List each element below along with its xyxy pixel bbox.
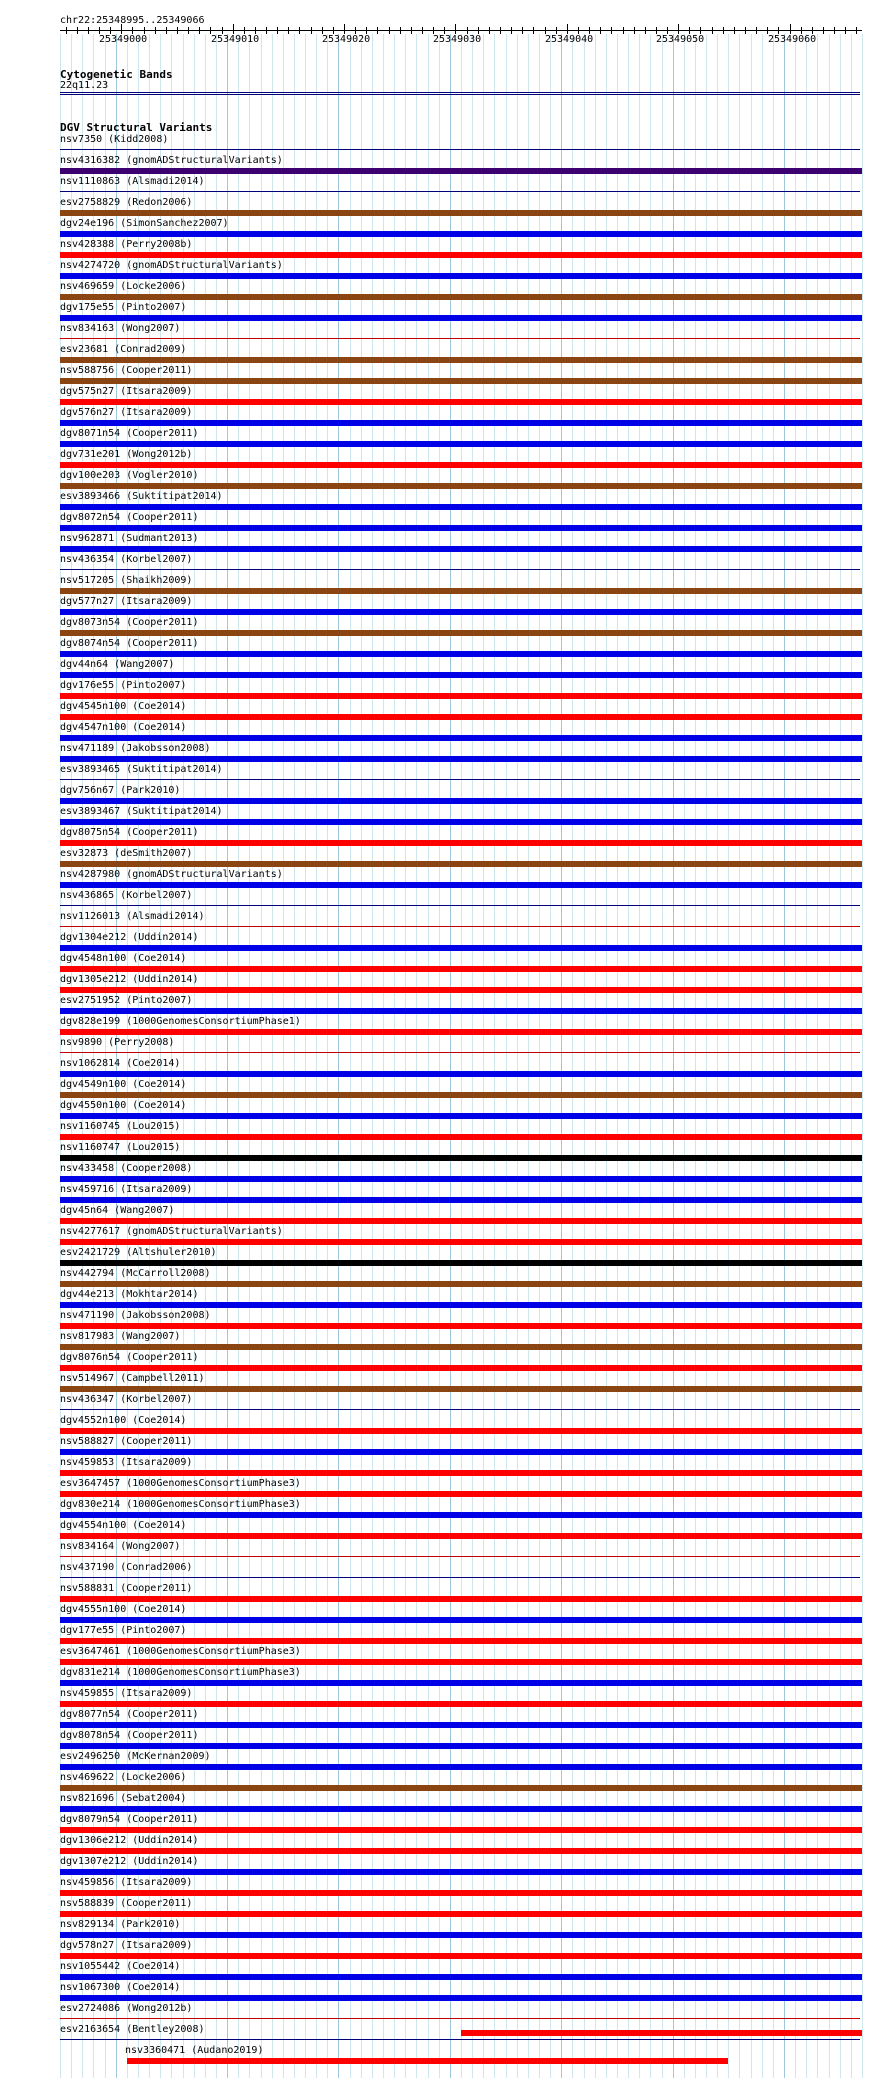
variant-bar[interactable] bbox=[60, 1239, 862, 1245]
variant-label[interactable]: nsv436865 (Korbel2007) bbox=[60, 890, 193, 901]
variant-bar[interactable] bbox=[127, 2058, 728, 2064]
variant-bar[interactable] bbox=[60, 525, 862, 531]
variant-bar[interactable] bbox=[60, 462, 862, 468]
variant-label[interactable]: nsv459856 (Itsara2009) bbox=[60, 1877, 193, 1888]
variant-label[interactable]: dgv8078n54 (Cooper2011) bbox=[60, 1730, 199, 1741]
variant-bar[interactable] bbox=[60, 1932, 862, 1938]
variant-bar[interactable] bbox=[60, 1827, 862, 1833]
variant-bar[interactable] bbox=[60, 798, 862, 804]
ruler-tick-label: 25349000 bbox=[99, 34, 148, 45]
variant-label[interactable]: dgv8074n54 (Cooper2011) bbox=[60, 638, 199, 649]
variant-bar[interactable] bbox=[60, 483, 862, 489]
variant-bar[interactable] bbox=[60, 945, 862, 951]
variant-label[interactable]: nsv7350 (Kidd2008) bbox=[60, 134, 169, 145]
variant-bar[interactable] bbox=[60, 315, 862, 321]
variant-label[interactable]: nsv517205 (Shaikh2009) bbox=[60, 575, 193, 586]
variant-label[interactable]: dgv4550n100 (Coe2014) bbox=[60, 1100, 187, 1111]
variant-label[interactable]: dgv4545n100 (Coe2014) bbox=[60, 701, 187, 712]
variant-bar[interactable] bbox=[60, 231, 862, 237]
variant-label[interactable]: dgv176e55 (Pinto2007) bbox=[60, 680, 187, 691]
variant-label[interactable]: nsv1126013 (Alsmadi2014) bbox=[60, 911, 205, 922]
variant-bar[interactable] bbox=[60, 588, 862, 594]
variant-bar[interactable] bbox=[60, 1008, 862, 1014]
variant-bar[interactable] bbox=[60, 1806, 862, 1812]
variant-bar[interactable] bbox=[60, 1071, 862, 1077]
variant-bar[interactable] bbox=[60, 609, 862, 615]
variant-label[interactable]: nsv1055442 (Coe2014) bbox=[60, 1961, 181, 1972]
variant-label[interactable]: dgv1304e212 (Uddin2014) bbox=[60, 932, 199, 943]
variant-label[interactable]: nsv4316382 (gnomADStructuralVariants) bbox=[60, 155, 283, 166]
variant-bar[interactable] bbox=[60, 1890, 862, 1896]
variant-label[interactable]: nsv588827 (Cooper2011) bbox=[60, 1436, 193, 1447]
variant-bar[interactable] bbox=[60, 672, 862, 678]
variant-bar[interactable] bbox=[60, 1113, 862, 1119]
variant-bar[interactable] bbox=[60, 1197, 862, 1203]
variant-label[interactable]: esv2751952 (Pinto2007) bbox=[60, 995, 193, 1006]
variant-bar[interactable] bbox=[60, 1386, 862, 1392]
variant-label[interactable]: nsv436347 (Korbel2007) bbox=[60, 1394, 193, 1405]
variant-bar[interactable] bbox=[60, 1470, 862, 1476]
variant-bar[interactable] bbox=[60, 735, 862, 741]
variant-label[interactable]: esv2724086 (Wong2012b) bbox=[60, 2003, 193, 2014]
variant-bar[interactable] bbox=[60, 1302, 862, 1308]
variant-label[interactable]: nsv437190 (Conrad2006) bbox=[60, 1562, 193, 1573]
variant-label[interactable]: nsv4287980 (gnomADStructuralVariants) bbox=[60, 869, 283, 880]
variant-label[interactable]: nsv433458 (Cooper2008) bbox=[60, 1163, 193, 1174]
variant-label[interactable]: dgv8072n54 (Cooper2011) bbox=[60, 512, 199, 523]
variant-line bbox=[60, 191, 860, 192]
ruler-tick-label: 25349050 bbox=[656, 34, 705, 45]
variant-label[interactable]: nsv469659 (Locke2006) bbox=[60, 281, 187, 292]
variant-label[interactable]: dgv175e55 (Pinto2007) bbox=[60, 302, 187, 313]
variant-label[interactable]: nsv469622 (Locke2006) bbox=[60, 1772, 187, 1783]
variant-label[interactable]: nsv436354 (Korbel2007) bbox=[60, 554, 193, 565]
variant-label[interactable]: nsv428388 (Perry2008b) bbox=[60, 239, 193, 250]
variant-label[interactable]: nsv817983 (Wang2007) bbox=[60, 1331, 181, 1342]
variant-bar[interactable] bbox=[60, 1953, 862, 1959]
ruler-tick-label: 25349030 bbox=[433, 34, 482, 45]
variant-label[interactable]: esv23681 (Conrad2009) bbox=[60, 344, 187, 355]
variant-label[interactable]: nsv442794 (McCarroll2008) bbox=[60, 1268, 211, 1279]
variant-bar[interactable] bbox=[60, 630, 862, 636]
variant-label[interactable]: esv3893465 (Suktitipat2014) bbox=[60, 764, 223, 775]
variant-label[interactable]: nsv834164 (Wong2007) bbox=[60, 1541, 181, 1552]
variant-label[interactable]: nsv588839 (Cooper2011) bbox=[60, 1898, 193, 1909]
variant-label[interactable]: nsv4277617 (gnomADStructuralVariants) bbox=[60, 1226, 283, 1237]
variant-label[interactable]: dgv1306e212 (Uddin2014) bbox=[60, 1835, 199, 1846]
variant-bar[interactable] bbox=[60, 1176, 862, 1182]
variant-bar[interactable] bbox=[60, 1491, 862, 1497]
variant-label[interactable]: dgv4549n100 (Coe2014) bbox=[60, 1079, 187, 1090]
variant-bar[interactable] bbox=[60, 861, 862, 867]
variant-label[interactable]: nsv834163 (Wong2007) bbox=[60, 323, 181, 334]
variant-label[interactable]: esv2496250 (McKernan2009) bbox=[60, 1751, 211, 1762]
ruler-tick-label: 25349010 bbox=[211, 34, 260, 45]
variant-label[interactable]: dgv575n27 (Itsara2009) bbox=[60, 386, 193, 397]
variant-bar[interactable] bbox=[60, 1365, 862, 1371]
variant-label[interactable]: dgv4554n100 (Coe2014) bbox=[60, 1520, 187, 1531]
variant-bar[interactable] bbox=[60, 1869, 862, 1875]
variant-bar[interactable] bbox=[60, 273, 862, 279]
variant-line bbox=[60, 1409, 860, 1410]
variant-bar[interactable] bbox=[60, 1743, 862, 1749]
variant-bar[interactable] bbox=[60, 1449, 862, 1455]
variant-label[interactable]: dgv4552n100 (Coe2014) bbox=[60, 1415, 187, 1426]
variant-label[interactable]: dgv8079n54 (Cooper2011) bbox=[60, 1814, 199, 1825]
variant-bar[interactable] bbox=[60, 1785, 862, 1791]
variant-bar[interactable] bbox=[60, 294, 862, 300]
variant-bar[interactable] bbox=[60, 1512, 862, 1518]
variant-label[interactable]: dgv44e213 (Mokhtar2014) bbox=[60, 1289, 199, 1300]
variant-label[interactable]: nsv1062814 (Coe2014) bbox=[60, 1058, 181, 1069]
variant-label[interactable]: dgv8077n54 (Cooper2011) bbox=[60, 1709, 199, 1720]
variant-bar[interactable] bbox=[60, 504, 862, 510]
variant-bar[interactable] bbox=[60, 1029, 862, 1035]
variant-label[interactable]: dgv4555n100 (Coe2014) bbox=[60, 1604, 187, 1615]
variant-label[interactable]: nsv1067300 (Coe2014) bbox=[60, 1982, 181, 1993]
variant-label[interactable]: dgv44n64 (Wang2007) bbox=[60, 659, 175, 670]
variant-line bbox=[60, 2018, 860, 2019]
variant-bar[interactable] bbox=[60, 693, 862, 699]
variant-label[interactable]: nsv514967 (Campbell2011) bbox=[60, 1373, 205, 1384]
variant-bar[interactable] bbox=[60, 756, 862, 762]
variant-bar[interactable] bbox=[60, 987, 862, 993]
variant-label[interactable]: esv3893466 (Suktitipat2014) bbox=[60, 491, 223, 502]
variant-label[interactable]: dgv8076n54 (Cooper2011) bbox=[60, 1352, 199, 1363]
variant-bar[interactable] bbox=[60, 1134, 862, 1140]
variant-label[interactable]: nsv1160745 (Lou2015) bbox=[60, 1121, 181, 1132]
variant-label[interactable]: dgv24e196 (SimonSanchez2007) bbox=[60, 218, 229, 229]
variant-bar[interactable] bbox=[60, 1701, 862, 1707]
variant-label[interactable]: nsv459855 (Itsara2009) bbox=[60, 1688, 193, 1699]
variant-label[interactable]: dgv831e214 (1000GenomesConsortiumPhase3) bbox=[60, 1667, 301, 1678]
variant-bar[interactable] bbox=[60, 1533, 862, 1539]
cytoband-divider bbox=[60, 92, 860, 93]
variant-label[interactable]: dgv100e203 (Vogler2010) bbox=[60, 470, 199, 481]
variant-bar[interactable] bbox=[60, 1260, 862, 1266]
variant-label[interactable]: nsv459853 (Itsara2009) bbox=[60, 1457, 193, 1468]
variant-label[interactable]: dgv8075n54 (Cooper2011) bbox=[60, 827, 199, 838]
variant-label[interactable]: dgv830e214 (1000GenomesConsortiumPhase3) bbox=[60, 1499, 301, 1510]
ruler-tick-label: 25349020 bbox=[322, 34, 371, 45]
variant-bar[interactable] bbox=[60, 1218, 862, 1224]
variant-label[interactable]: dgv731e201 (Wong2012b) bbox=[60, 449, 193, 460]
variant-bar[interactable] bbox=[60, 546, 862, 552]
variant-bar[interactable] bbox=[60, 1596, 862, 1602]
variant-bar[interactable] bbox=[60, 1680, 862, 1686]
variant-bar[interactable] bbox=[60, 1323, 862, 1329]
variant-line bbox=[60, 1556, 860, 1557]
ruler-tick-label: 25349040 bbox=[545, 34, 594, 45]
variant-label[interactable]: esv3647461 (1000GenomesConsortiumPhase3) bbox=[60, 1646, 301, 1657]
variant-bar[interactable] bbox=[60, 966, 862, 972]
variant-bar[interactable] bbox=[60, 1764, 862, 1770]
variant-label[interactable]: nsv1160747 (Lou2015) bbox=[60, 1142, 181, 1153]
variant-bar[interactable] bbox=[60, 1344, 862, 1350]
variant-bar[interactable] bbox=[60, 651, 862, 657]
variant-label[interactable]: dgv8071n54 (Cooper2011) bbox=[60, 428, 199, 439]
variant-label[interactable]: dgv756n67 (Park2010) bbox=[60, 785, 181, 796]
variant-label[interactable]: nsv471189 (Jakobsson2008) bbox=[60, 743, 211, 754]
variant-line bbox=[60, 2039, 860, 2040]
variant-label[interactable]: nsv4274720 (gnomADStructuralVariants) bbox=[60, 260, 283, 271]
variant-label[interactable]: dgv1307e212 (Uddin2014) bbox=[60, 1856, 199, 1867]
variant-label[interactable]: dgv4548n100 (Coe2014) bbox=[60, 953, 187, 964]
variant-bar[interactable] bbox=[60, 1638, 862, 1644]
variant-bar[interactable] bbox=[60, 168, 862, 174]
variant-label[interactable]: nsv588756 (Cooper2011) bbox=[60, 365, 193, 376]
variant-bar[interactable] bbox=[60, 357, 862, 363]
variant-label[interactable]: dgv45n64 (Wang2007) bbox=[60, 1205, 175, 1216]
variant-bar[interactable] bbox=[60, 1617, 862, 1623]
variant-bar[interactable] bbox=[60, 378, 862, 384]
variant-line bbox=[60, 926, 860, 927]
variant-bar[interactable] bbox=[60, 1659, 862, 1665]
variant-label[interactable]: dgv177e55 (Pinto2007) bbox=[60, 1625, 187, 1636]
variant-line bbox=[60, 1577, 860, 1578]
cytoband-label: 22q11.23 bbox=[60, 80, 109, 91]
location-label: chr22:25348995..25349066 bbox=[60, 15, 205, 26]
variant-label[interactable]: nsv588831 (Cooper2011) bbox=[60, 1583, 193, 1594]
variant-label[interactable]: nsv821696 (Sebat2004) bbox=[60, 1793, 187, 1804]
variant-line bbox=[60, 779, 860, 780]
variant-line bbox=[60, 569, 860, 570]
variant-label[interactable]: dgv578n27 (Itsara2009) bbox=[60, 1940, 193, 1951]
variant-label[interactable]: nsv9890 (Perry2008) bbox=[60, 1037, 175, 1048]
variant-label[interactable]: nsv459716 (Itsara2009) bbox=[60, 1184, 193, 1195]
variant-label[interactable]: dgv4547n100 (Coe2014) bbox=[60, 722, 187, 733]
variant-label[interactable]: dgv1305e212 (Uddin2014) bbox=[60, 974, 199, 985]
ruler-tick-label: 25349060 bbox=[768, 34, 817, 45]
variant-label[interactable]: dgv577n27 (Itsara2009) bbox=[60, 596, 193, 607]
variant-bar[interactable] bbox=[60, 1848, 862, 1854]
variant-bar[interactable] bbox=[60, 420, 862, 426]
variant-label[interactable]: esv32873 (deSmith2007) bbox=[60, 848, 193, 859]
variant-label[interactable]: esv2758829 (Redon2006) bbox=[60, 197, 193, 208]
variant-label[interactable]: nsv1110863 (Alsmadi2014) bbox=[60, 176, 205, 187]
variant-label[interactable]: nsv3360471 (Audano2019) bbox=[125, 2045, 264, 2056]
variant-bar[interactable] bbox=[60, 840, 862, 846]
variant-label[interactable]: dgv576n27 (Itsara2009) bbox=[60, 407, 193, 418]
variant-bar[interactable] bbox=[60, 714, 862, 720]
variant-label[interactable]: dgv828e199 (1000GenomesConsortiumPhase1) bbox=[60, 1016, 301, 1027]
variant-label[interactable]: esv2421729 (Altshuler2010) bbox=[60, 1247, 217, 1258]
cytoband-divider bbox=[60, 94, 860, 95]
variant-line bbox=[60, 905, 860, 906]
variant-bar[interactable] bbox=[60, 1092, 862, 1098]
variant-bar[interactable] bbox=[60, 1995, 862, 2001]
variant-line bbox=[60, 338, 860, 339]
variant-label[interactable]: nsv471190 (Jakobsson2008) bbox=[60, 1310, 211, 1321]
variant-label[interactable]: dgv8073n54 (Cooper2011) bbox=[60, 617, 199, 628]
variant-bar[interactable] bbox=[60, 1281, 862, 1287]
variant-line bbox=[60, 1052, 860, 1053]
variant-bar[interactable] bbox=[60, 1155, 862, 1161]
variant-bar[interactable] bbox=[60, 1974, 862, 1980]
cytobands-title: Cytogenetic Bands bbox=[60, 68, 173, 81]
variant-label[interactable]: esv2163654 (Bentley2008) bbox=[60, 2024, 205, 2035]
variant-bar[interactable] bbox=[60, 252, 862, 258]
variant-bar-partial[interactable] bbox=[461, 2030, 862, 2036]
variant-line bbox=[60, 149, 860, 150]
variant-label[interactable]: nsv962871 (Sudmant2013) bbox=[60, 533, 199, 544]
variant-bar[interactable] bbox=[60, 819, 862, 825]
variant-bar[interactable] bbox=[60, 1722, 862, 1728]
dgv-track-title: DGV Structural Variants bbox=[60, 121, 213, 134]
variant-label[interactable]: esv3893467 (Suktitipat2014) bbox=[60, 806, 223, 817]
variant-label[interactable]: esv3647457 (1000GenomesConsortiumPhase3) bbox=[60, 1478, 301, 1489]
variant-bar[interactable] bbox=[60, 1428, 862, 1434]
variant-bar[interactable] bbox=[60, 1911, 862, 1917]
variant-label[interactable]: nsv829134 (Park2010) bbox=[60, 1919, 181, 1930]
variant-bar[interactable] bbox=[60, 210, 862, 216]
variant-bar[interactable] bbox=[60, 882, 862, 888]
variant-bar[interactable] bbox=[60, 399, 862, 405]
variant-bar[interactable] bbox=[60, 441, 862, 447]
